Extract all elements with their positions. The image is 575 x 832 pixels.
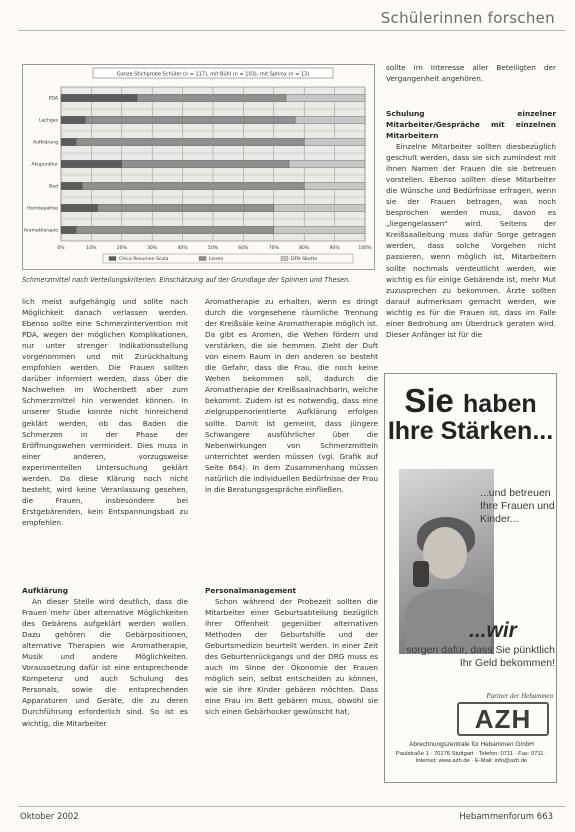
- article-column-left-top: [22, 296, 188, 528]
- header-rule: [18, 30, 565, 31]
- footer-rule: [18, 806, 565, 807]
- article-column-right-body: [386, 108, 556, 340]
- bar: [304, 182, 365, 189]
- article-column-right-top: [386, 62, 556, 84]
- bar: [61, 116, 85, 123]
- chart-svg: [23, 65, 374, 269]
- ad-text-1: ...und betreuen Ihre Frauen und Kinder...: [480, 487, 555, 525]
- bar: [295, 116, 365, 123]
- chart-caption: Schmerzmittel nach Verteilungskriterien. Einschätzung auf der Grundlage der Spinnen und Thesen.: [22, 276, 351, 284]
- paragraph: Einzelne Mitarbeiter sollten diesbezüglich geschult werden, dass sie sich zumindest mit ihnen Namen der Frauen die sie betreuen vorstellen. Ebenso sollten diese Mitarbeiter die Wünsche und Bedürfnisse erfragen, wenn sie der Frauen betragen, was noch besprochen werden muss, davon es „liegengelassen“ wird. Seitens der Kreißsaalleitung muss dafür Sorge getragen werden, dass solche Vorgehen nicht passieren, wenn möglich ist, Mitarbeitern sollte nochmals verdeutlicht werden, wie wichtig es für einige Gebärende ist, mehr Mut zuzusprechen zu bekommen. Ärzte sollten darauf aufmerksam gemacht werden, wie wichtig es für die Frauen ist, dass im Falle einer Bedrohung am Überdruck geraten wird. Dieser Anfänger ist für die: [386, 142, 556, 339]
- ad-headline-word-1: Sie: [404, 382, 464, 419]
- category-label: PDA: [48, 96, 58, 102]
- footer-page: Hebammenforum 663: [459, 812, 553, 822]
- x-tick-label: 90%: [329, 246, 340, 251]
- paragraph: lich meist aufgehängig und sollte nach Möglichkeit danach verlassen werden. Ebenso sollte eine Schmerzintervention mit PDA, wegen der möglichen Komplikationen, nur unter strenger Indikationsstellung vorgenommen und mit Zurückhaltung empfohlen werden. Die Frauen sollten darüber informiert werden, dass über die Nachwehen im Wochenbett aber zum Schmerzmittel hin verwendet können. In unserer Studie konnte nicht hinreichend geklärt werden, ob das Baden die Schmerzen in der Phase der Eröffnungswehen vermindert. Dies muss in einer anderen, vorzugsweise experimentellen Untersuchung geklärt werden. Da diese Klärung noch nicht besteht, wird keine Veranlassung gesehen, die Frauen, insbesondere bei Erstgebärenden, kein Entspannungsbad zu empfehlen.: [22, 297, 188, 527]
- ad-headline-2: Ihre Stärken...: [387, 417, 554, 445]
- x-tick-label: 70%: [268, 246, 279, 251]
- bar: [76, 138, 304, 145]
- category-label: Lachgas: [39, 118, 58, 124]
- chart-title: Ganze Stichprobe Schüler (n = 117), mit Bühl (n = 103), mit Sphinx (n = 13): [116, 71, 310, 78]
- article-column-middle-bottom: [205, 585, 378, 718]
- bar: [304, 138, 365, 145]
- bar: [122, 160, 289, 167]
- x-tick-label: 80%: [299, 246, 310, 251]
- x-tick-label: 20%: [116, 246, 127, 251]
- chart: [22, 64, 375, 270]
- ad-footer-company: Abrechnungszentrale für Hebammen GmbH: [409, 741, 534, 748]
- category-label: Bad: [49, 184, 58, 190]
- category-label: Akupunktur: [31, 162, 58, 168]
- article-column-left-bottom: [22, 585, 188, 729]
- category-label: Aufklärung: [32, 140, 58, 146]
- x-tick-label: 0%: [57, 246, 65, 251]
- section-title: Schülerinnen forschen: [380, 9, 555, 27]
- x-tick-label: 30%: [147, 246, 158, 251]
- paragraph: Aromatherapie zu erhalten, wenn es dringt durch die vorgesehene räumliche Trennung der Kreißsäle keine Aromatherapie möglich ist. Da gibt es Aromen, die Wehen fördern und verstärken, die sie hemmen. Zieht der Duft von einem Raum in den anderen so besteht die Gefahr, dass die Frau, die noch keine Wehen bekommen soll, dadurch die Aromatherapie der Kreißsaalnachbarin, welche bekommt. Zudem ist es notwendig, dass eine zielgruppenorientierte Aufklärung erfolgen sollte. Damit ist gemeint, dass jüngere Schwangere ausführlicher über die Nebenwirkungen von Schmerzmitteln unterrichtet werden müssen (vgl. Grafik auf Seite 664). In dem Zusammenhang müssen natürlich die individuellen Bedürfnisse der Frau in die Beratungsgespräche einfließen.: [205, 297, 378, 494]
- footer-date: Oktober 2002: [20, 812, 79, 822]
- bar: [85, 116, 295, 123]
- advertisement: [384, 373, 557, 783]
- azh-logo: [457, 702, 549, 736]
- ad-headline-word-2: haben: [463, 390, 537, 418]
- bar: [76, 226, 274, 233]
- bar: [61, 182, 82, 189]
- legend-label: DFN Sbotte: [291, 257, 318, 263]
- bar: [289, 160, 365, 167]
- bar: [61, 204, 97, 211]
- bar: [97, 204, 273, 211]
- x-tick-label: 100%: [358, 246, 372, 251]
- ad-text-2: sorgen dafür, dass Sie pünktlich Ihr Geld bekommen!: [406, 644, 555, 669]
- bar: [61, 160, 122, 167]
- bar: [137, 94, 286, 101]
- bar: [274, 226, 365, 233]
- x-tick-label: 50%: [207, 246, 219, 251]
- azh-logo-text: AZH: [474, 703, 532, 734]
- ad-wir: ...wir: [469, 619, 517, 642]
- bar: [61, 138, 76, 145]
- ad-partner-tagline: Partner der Hebammen: [486, 692, 553, 700]
- legend-swatch: [109, 257, 116, 261]
- x-tick-label: 10%: [86, 246, 97, 251]
- legend-swatch: [199, 257, 206, 261]
- category-label: Homöopathie: [27, 206, 58, 212]
- category-label: Aromatherapie: [23, 228, 58, 234]
- bar: [61, 94, 137, 101]
- subheading-personalmanagement: Personalmanagement: [205, 586, 297, 595]
- ad-headline-1: [385, 384, 556, 421]
- subheading-aufklaerung: Aufklärung: [22, 586, 69, 595]
- bar: [61, 226, 76, 233]
- subheading-schulung: Schulung einzelner Mitarbeiter/Gespräche mit einzelnen Mitarbeitern: [386, 109, 556, 140]
- legend-label: Lorem: [209, 257, 224, 263]
- paragraph: sollte im Interesse aller Beteiligten der Vergangenheit angehören.: [386, 63, 556, 84]
- article-column-middle-top: [205, 296, 378, 495]
- bar: [82, 182, 304, 189]
- bar: [286, 94, 365, 101]
- legend-label: Chica Resumen Scala: [119, 257, 169, 263]
- ad-footer-contact: Paulstraße 1 · 70176 Stuttgart · Telefon: 0711 · Fax: 0711 · Internet: www.azh.de · E-Mail: info@azh.de: [395, 751, 548, 765]
- paragraph: Schon während der Probezeit sollten die Mitarbeiter einer Geburtsabteilung bezüglich ihrer Offenheit gegenüber alternativen Methoden der Geburtshilfe und der Geburtsmedizin beurteilt werden. In einer Zeit des Geburtenrückgangs und der DRG muss es auch im Sinne der Ökonomie der Frauen möglich sein, selbst entscheiden zu können, wie sie ihre Kinder gebären möchten. Dass eine Frau im Bett gebären muss, obwohl sie sich einen Gebärhocker gewünscht hat,: [205, 597, 378, 717]
- x-tick-label: 40%: [177, 246, 188, 251]
- paragraph: An dieser Stelle wird deutlich, dass die Frauen mehr über alternative Möglichkeiten des Gebärens aufgeklärt werden wollen. Dazu gehören die Gebärpositionen, alternative Therapien wie Aromatherapie, Musik und andere Möglichkeiten. Voraussetzung dafür ist eine entsprechende Kompetenz und auch Schulung des Personals, sowie die entsprechenden Apparaturen und Geräte, die zu deren Durchführung erforderlich sind. So ist es wichtig, die Mitarbeiter: [22, 597, 188, 728]
- legend-swatch: [281, 257, 288, 261]
- bar: [274, 204, 365, 211]
- x-tick-label: 60%: [238, 246, 249, 251]
